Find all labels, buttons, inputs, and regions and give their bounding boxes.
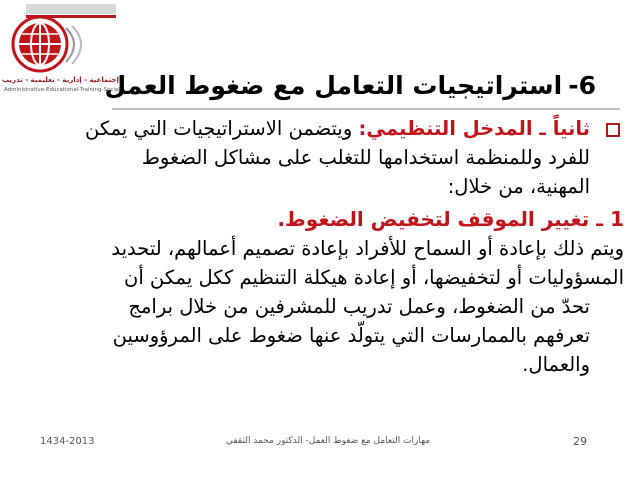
footer-title: مهارات التعامل مع ضغوط العمل- الدكتور محمد الثقفي — [225, 436, 431, 446]
title-number: 6- — [568, 71, 596, 100]
item-line: المسؤوليات أو لتخفيضها، أو إعادة هيكلة التنظيم ككل يمكن أن — [124, 266, 624, 289]
square-bullet-icon — [606, 123, 620, 137]
section-label: ثانياً ـ المدخل التنظيمي: — [358, 117, 590, 140]
footer-date: 1434-2013 — [40, 436, 95, 447]
title-divider — [112, 108, 620, 110]
item-line: ويتم ذلك بإعادة أو السماح للأفراد بإعادة تصميم أعمالهم، لتحديد — [111, 237, 624, 260]
slide-footer — [0, 430, 638, 454]
logo-tagline-english: Administrative-Educational-Training-Social — [4, 87, 120, 93]
section-intro — [20, 114, 590, 143]
section-bullet — [20, 114, 624, 201]
item-line: والعمال. — [522, 353, 590, 376]
page-number: 29 — [573, 435, 587, 448]
globe-emblem-icon — [2, 2, 120, 76]
section-intro-line1: ويتضمن الاستراتيجيات التي يمكن — [85, 117, 353, 140]
slide-body — [20, 114, 624, 379]
slide-title — [104, 66, 596, 106]
logo-tagline-arabic: إجتماعية - إدارية - تعليمية - تدريب — [2, 76, 119, 84]
title-text: استراتيجيات التعامل مع ضغوط العمل — [104, 71, 563, 100]
item-body — [20, 234, 624, 379]
section-intro-line3: المهنية، من خلال: — [447, 175, 590, 198]
organization-logo — [2, 2, 120, 102]
item-line: تحدّ من الضغوط، وعمل تدريب للمشرفين من خلال برامج — [128, 295, 590, 318]
item-line: تعرفهم بالممارسات التي يتولّد عنها ضغوط على المرؤوسين — [112, 324, 590, 347]
section-intro-line2: للفرد وللمنظمة استخدامها للتغلب على مشاكل الضغوط — [141, 146, 590, 169]
item-heading: 1 ـ تغيير الموقف لتخفيض الضغوط. — [277, 207, 624, 231]
